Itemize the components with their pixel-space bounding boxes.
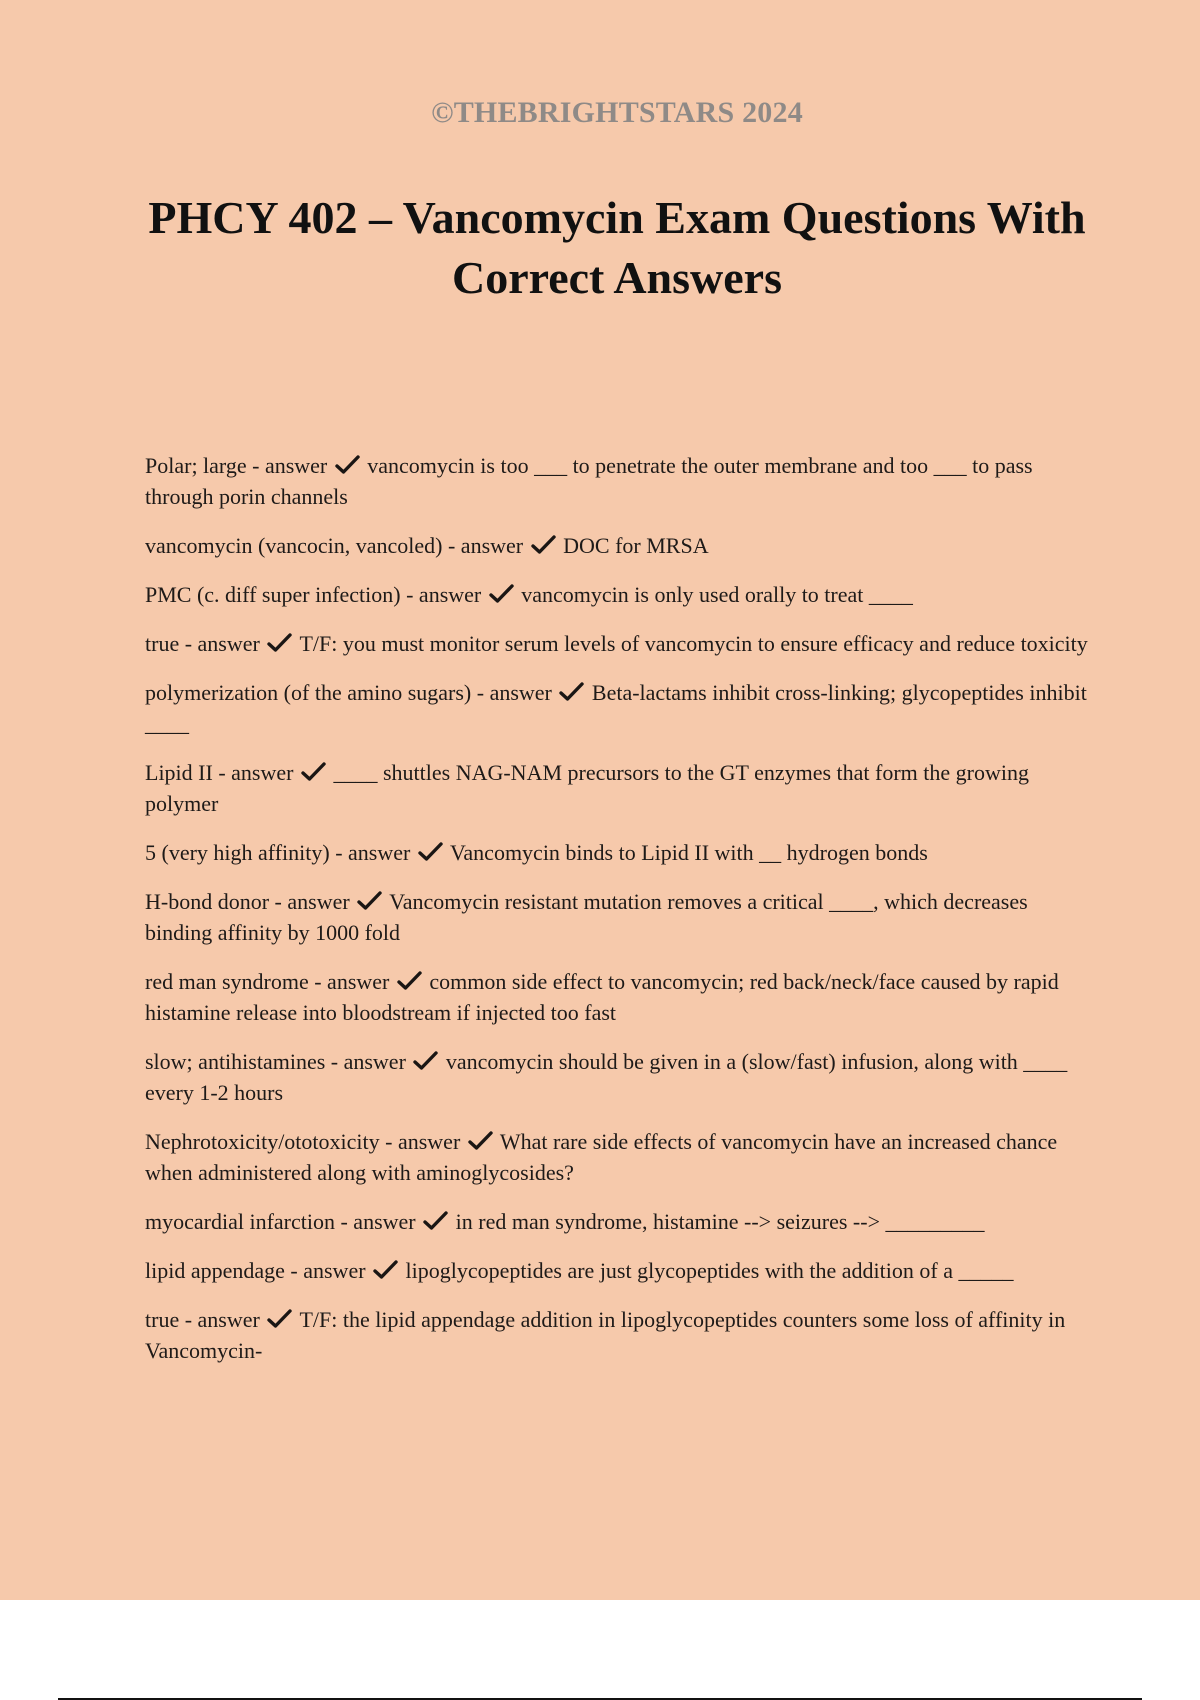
qa-question: Beta-lactams inhibit cross-linking; glycopeptides inhibit ____ — [145, 680, 1087, 736]
qa-answer: red man syndrome — [145, 969, 309, 994]
copyright-header: ©THEBRIGHTSTARS 2024 — [431, 96, 803, 129]
qa-question: lipoglycopeptides are just glycopeptides with the addition of a _____ — [405, 1258, 1014, 1283]
document-title: PHCY 402 – Vancomycin Exam Questions With Correct Answers — [148, 192, 1086, 303]
qa-answer: true — [145, 1307, 180, 1332]
qa-question: ____ shuttles NAG-NAM precursors to the GT enzymes that form the growing polymer — [145, 760, 1029, 816]
qa-separator: - answer — [471, 680, 558, 705]
qa-item — [145, 1206, 1095, 1237]
qa-answer: Lipid II — [145, 760, 213, 785]
qa-item — [145, 1304, 1095, 1366]
checkmark-icon — [559, 682, 585, 702]
qa-answer: PMC (c. diff super infection) — [145, 582, 401, 607]
qa-question: T/F: you must monitor serum levels of vancomycin to ensure efficacy and reduce toxicity — [299, 631, 1088, 656]
qa-item — [145, 837, 1095, 868]
qa-answer: lipid appendage — [145, 1258, 285, 1283]
qa-separator: - answer — [379, 1129, 466, 1154]
qa-item — [145, 966, 1095, 1028]
qa-item — [145, 1046, 1095, 1108]
checkmark-icon — [423, 1211, 449, 1231]
qa-separator: - answer — [334, 1209, 422, 1234]
qa-question: in red man syndrome, histamine --> seizures --> _________ — [455, 1209, 985, 1234]
checkmark-icon — [531, 535, 557, 555]
qa-answer: 5 (very high affinity) — [145, 840, 330, 865]
qa-answer: slow; antihistamines — [145, 1049, 326, 1074]
qa-separator: - answer — [442, 533, 529, 558]
qa-item — [145, 579, 1095, 610]
qa-item — [145, 628, 1095, 659]
qa-separator: - answer — [308, 969, 395, 994]
qa-question: T/F: the lipid appendage addition in lipoglycopeptides counters some loss of affinity in Vancomycin- — [145, 1307, 1066, 1363]
qa-separator: - answer — [400, 582, 487, 607]
qa-answer: true — [145, 631, 180, 656]
qa-question: DOC for MRSA — [563, 533, 709, 558]
qa-answer: vancomycin (vancocin, vancoled) — [145, 533, 443, 558]
checkmark-icon — [418, 842, 444, 862]
qa-question: Vancomycin binds to Lipid II with __ hydrogen bonds — [449, 840, 928, 865]
qa-answer: H-bond donor — [145, 889, 270, 914]
qa-item — [145, 1126, 1095, 1188]
qa-separator: - answer — [329, 840, 416, 865]
qa-separator: - answer — [246, 453, 333, 478]
checkmark-icon — [335, 455, 361, 475]
qa-item — [145, 450, 1095, 512]
qa-answer: myocardial infarction — [145, 1209, 335, 1234]
qa-question: vancomycin is too ___ to penetrate the outer membrane and too ___ to pass through porin channels — [145, 453, 1033, 509]
qa-item — [145, 886, 1095, 948]
qa-item — [145, 530, 1095, 561]
qa-separator: - answer — [325, 1049, 412, 1074]
qa-item — [145, 1255, 1095, 1286]
checkmark-icon — [373, 1260, 399, 1280]
checkmark-icon — [397, 971, 423, 991]
qa-item — [145, 677, 1095, 739]
qa-answer: Nephrotoxicity/ototoxicity — [145, 1129, 380, 1154]
qa-question: Vancomycin resistant mutation removes a critical ____, which decreases binding affinity by 1000 fold — [145, 889, 1028, 945]
qa-separator: - answer — [269, 889, 356, 914]
qa-list — [145, 450, 1095, 1384]
qa-answer: polymerization (of the amino sugars) — [145, 680, 472, 705]
checkmark-icon — [357, 891, 383, 911]
qa-question: vancomycin should be given in a (slow/fast) infusion, along with ____ every 1-2 hours — [145, 1049, 1068, 1105]
checkmark-icon — [301, 762, 327, 782]
qa-answer: Polar; large — [145, 453, 247, 478]
qa-separator: - answer — [179, 1307, 266, 1332]
checkmark-icon — [267, 1309, 293, 1329]
checkmark-icon — [489, 584, 515, 604]
checkmark-icon — [413, 1051, 439, 1071]
qa-separator: - answer — [212, 760, 299, 785]
qa-separator: - answer — [284, 1258, 372, 1283]
checkmark-icon — [468, 1131, 494, 1151]
qa-separator: - answer — [179, 631, 266, 656]
checkmark-icon — [267, 633, 293, 653]
qa-question: vancomycin is only used orally to treat ____ — [521, 582, 913, 607]
qa-question: common side effect to vancomycin; red back/neck/face caused by rapid histamine release into bloodstream if injected too fast — [145, 969, 1059, 1025]
qa-question: What rare side effects of vancomycin have an increased chance when administered along with aminoglycosides? — [145, 1129, 1058, 1185]
qa-item — [145, 757, 1095, 819]
